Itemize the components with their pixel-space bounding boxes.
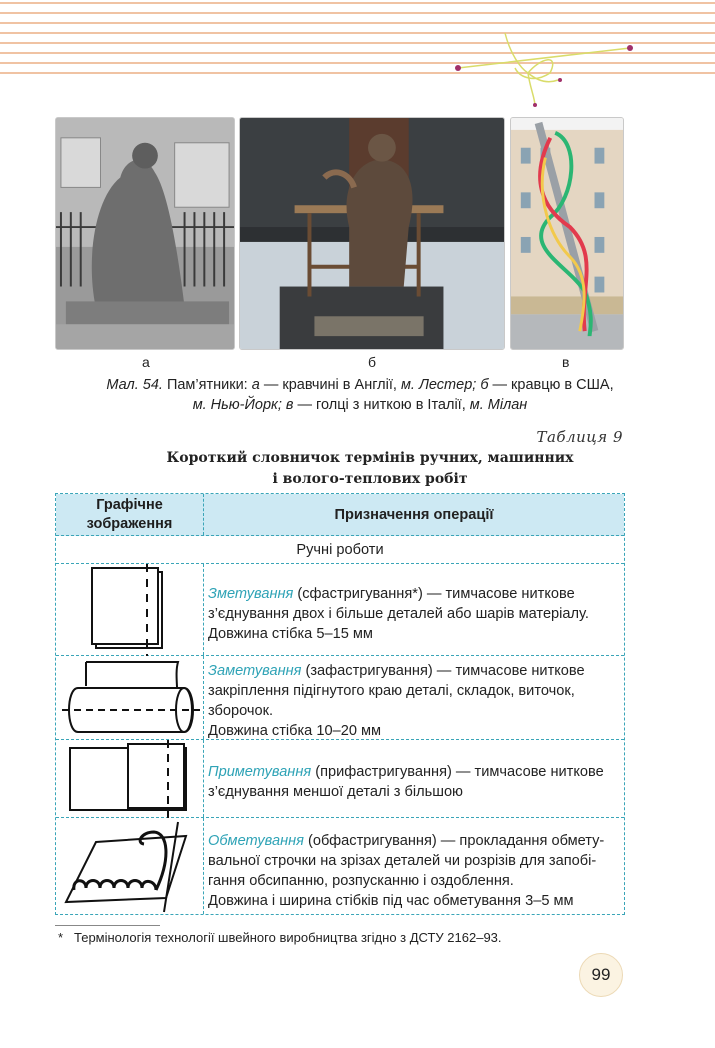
attach-basting-icon — [56, 740, 204, 817]
table-title: Короткий словничок термінів ручних, машинних і волого-теплових робіт — [166, 450, 574, 487]
section-manual-work: Ручні роботи — [56, 536, 624, 564]
figure-caption: Мал. 54. Пам’ятники: а — кравчині в Англії, м. Лестер; б — кравцю в США, м. Нью-Йорк; в — голці з ниткою в Італії, м. Мілан — [106, 377, 614, 413]
table-row: Заметування (зафастригування) — тимчасове ниткове закріплення підігнутого краю деталі, складок, виточок, зборочок. Довжина стібка 10–20 мм — [56, 656, 624, 740]
header-graphic: Графічне зображення — [56, 494, 204, 535]
table-number: Таблиця 9 — [536, 428, 623, 446]
table-header-row — [56, 494, 624, 536]
photo-a-seamstress-statue — [55, 117, 235, 350]
photo-c-needle-thread-sculpture — [510, 117, 624, 350]
monument-photos — [55, 117, 625, 352]
table-row: Зметування (сфастригування*) — тимчасове ниткове з’єднування двох і більше деталей або шарів матеріалу. Довжина стібка 5–15 мм — [56, 564, 624, 656]
thread-ribbon-icon — [440, 28, 640, 108]
footnote-divider — [55, 925, 160, 926]
page-number: 99 — [579, 953, 623, 997]
photo-b-tailor-statue — [239, 117, 505, 350]
table-row: Обметування (обфастригування) — прокладання обметувальної строчки на зрізах деталей чи розрізів для запобігання обсипанню, розпусканню і оздоблення. Довжина і ширина стібків під час обметування 3–5 мм — [56, 818, 624, 914]
hem-basting-icon — [56, 656, 204, 739]
term-name: Заметування — [208, 663, 302, 679]
term-name: Обметування — [208, 833, 304, 849]
photo-label-a: а — [142, 354, 150, 370]
basting-icon — [56, 564, 204, 655]
footnote: * Термінологія технології швейного виробництва згідно з ДСТУ 2162–93. — [58, 930, 502, 945]
table-row: Приметування (прифастригування) — тимчасове ниткове з’єднування меншої деталі з більшою — [56, 740, 624, 818]
term-name: Приметування — [208, 764, 312, 780]
photo-label-c: в — [562, 354, 570, 370]
terms-table — [55, 493, 625, 915]
term-name: Зметування — [208, 586, 294, 602]
header-purpose: Призначення операції — [334, 506, 494, 523]
overcast-icon — [56, 818, 204, 914]
photo-label-b: б — [368, 354, 377, 370]
